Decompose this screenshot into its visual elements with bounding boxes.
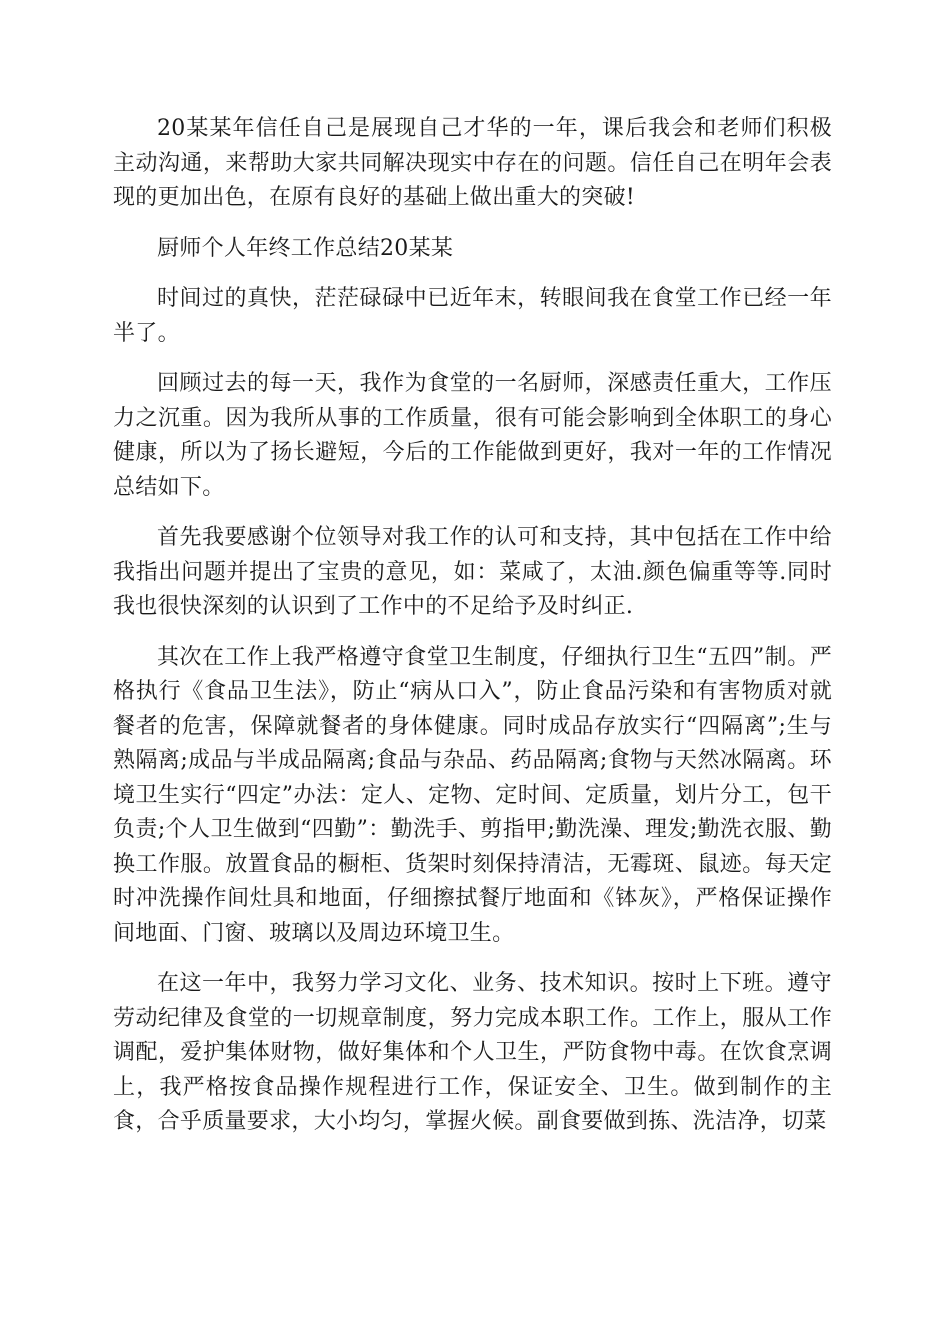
paragraph-closing-remarks: 20某某年信任自己是展现自己才华的一年，课后我会和老师们积极主动沟通，来帮助大家共同解决现实中存在的问题。信任自己在明年会表现的更加出色，在原有良好的基础上做出重大的突破! — [113, 116, 832, 210]
section-heading: 厨师个人年终工作总结20某某 — [157, 235, 454, 261]
paragraph-thanks: 首先我要感谢个位领导对我工作的认可和支持，其中包括在工作中给我指出问题并提出了宝贵的意见，如：菜咸了，太油.颜色偏重等等.同时我也很快深刻的认识到了工作中的不足给予及时纠正. — [113, 525, 832, 619]
paragraph-review: 回顾过去的每一天，我作为食堂的一名厨师，深感责任重大，工作压力之沉重。因为我所从事的工作质量，很有可能会影响到全体职工的身心健康，所以为了扬长避短，今后的工作能做到更好，我对一年的工作情况总结如下。 — [113, 371, 832, 500]
paragraph-hygiene: 其次在工作上我严格遵守食堂卫生制度，仔细执行卫生“五四”制。严格执行《食品卫生法》，防止“病从口入”，防止食品污染和有害物质对就餐者的危害，保障就餐者的身体健康。同时成品存放实行“四隔离”;生与熟隔离;成品与半成品隔离;食品与杂品、药品隔离;食物与天然冰隔离。环境卫生实行“四定”办法：定人、定物、定时间、定质量，划片分工，包干负责;个人卫生做到“四勤”：勤洗手、剪指甲;勤洗澡、理发;勤洗衣服、勤换工作服。放置食品的橱柜、货架时刻保持清洁，无霉斑、鼠迹。每天定时冲洗操作间灶具和地面，仔细擦拭餐厅地面和《钵灰》，严格保证操作间地面、门窗、玻璃以及周边环境卫生。 — [113, 644, 832, 946]
document-body — [113, 112, 832, 1156]
paragraph-study: 在这一年中，我努力学习文化、业务、技术知识。按时上下班。遵守劳动纪律及食堂的一切规章制度，努力完成本职工作。工作上，服从工作调配，爱护集体财物，做好集体和个人卫生，严防食物中毒。在饮食烹调上，我严格按食品操作规程进行工作，保证安全、卫生。做到制作的主食，合乎质量要求，大小均匀，掌握火候。副食要做到拣、洗洁净，切菜 — [113, 971, 832, 1134]
paragraph-intro: 时间过的真快，茫茫碌碌中已近年末，转眼间我在食堂工作已经一年半了。 — [113, 286, 832, 346]
